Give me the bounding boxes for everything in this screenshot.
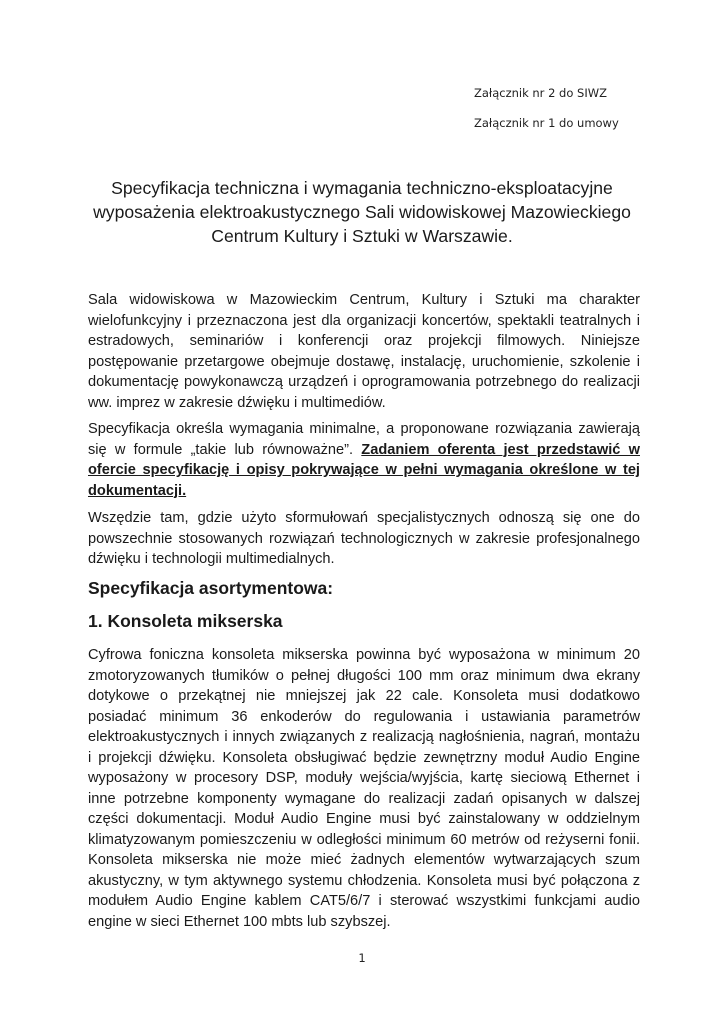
page-number: 1 (358, 951, 366, 965)
requirements-intro-text: Specyfikacja określa wymagania minimalne, a proponowane rozwiązania zawierają się w formule „takie lub równoważne”. (88, 421, 640, 458)
terminology-paragraph: Wszędzie tam, gdzie użyto sformułowań specjalistycznych odnoszą się one do powszechnie stosowanych rozwiązań technologicznych w zakresie profesjonalnego dźwięku i technologii multimedialnych. (88, 510, 640, 567)
intro-paragraph: Sala widowiskowa w Mazowieckim Centrum, Kultury i Sztuki ma charakter wielofunkcyjny i przeznaczona jest dla organizacji koncertów, spektakli teatralnych i estradowych, seminariów i konferencji oraz projekcji filmowych. Niniejsze postępowanie przetargowe obejmuje dostawę, instalację, uruchomienie, szkolenie i dokumentację powykonawczą urządzeń i oprogramowania potrzebnego do realizacji ww. imprez w zakresie dźwięku i multimediów. (88, 292, 640, 411)
assortment-heading: Specyfikacja asortymentowa: (88, 578, 334, 598)
annex-contract-label: Załącznik nr 1 do umowy (474, 116, 619, 130)
section-1-heading: 1. Konsoleta mikserska (88, 611, 283, 631)
requirements-paragraph (88, 419, 640, 501)
requirements-emphasis-text: Zadaniem oferenta jest przedstawić w ofercie specyfikację i opisy pokrywające w pełni wymagania określone w tej dokumentacji. (88, 441, 640, 499)
mixing-console-paragraph: Cyfrowa foniczna konsoleta mikserska powinna być wyposażona w minimum 20 zmotoryzowanych tłumików o pełnej długości 100 mm oraz minimum dwa ekrany dotykowe o przekątnej nie mniejszej jak 22 cale. Konsoleta musi dodatkowo posiadać minimum 36 enkoderów do regulowania i ustawiania parametrów elektroakustycznych i innych związanych z realizacją nagłośnienia, nagrań, montażu i projekcji dźwięku. Konsoleta obsługiwać będzie zewnętrzny moduł Audio Engine wyposażony w procesory DSP, moduły wejścia/wyjścia, kartę sieciową Ethernet i inne potrzebne komponenty wymagane do realizacji zadań opisanych w dalszej części dokumentacji. Moduł Audio Engine musi być zainstalowany w oddzielnym klimatyzowanym pomieszczeniu w odległości minimum 60 metrów od reżyserni fonii. Konsoleta mikserska nie może mieć żadnych elementów wytwarzających szum akustyczny, w tym aktywnego systemu chłodzenia. Konsoleta musi być połączona z modułem Audio Engine kablem CAT5/6/7 i sterować wszystkimi funkcjami audio engine w sieci Ethernet 100 mbts lub szybszej. (88, 647, 640, 930)
document-title: Specyfikacja techniczna i wymagania techniczno-eksploatacyjne wyposażenia elektroakustycznego Sali widowiskowej Mazowieckiego Centrum Kultury i Sztuki w Warszawie. (93, 178, 631, 246)
annex-siwz-label: Załącznik nr 2 do SIWZ (474, 86, 607, 100)
